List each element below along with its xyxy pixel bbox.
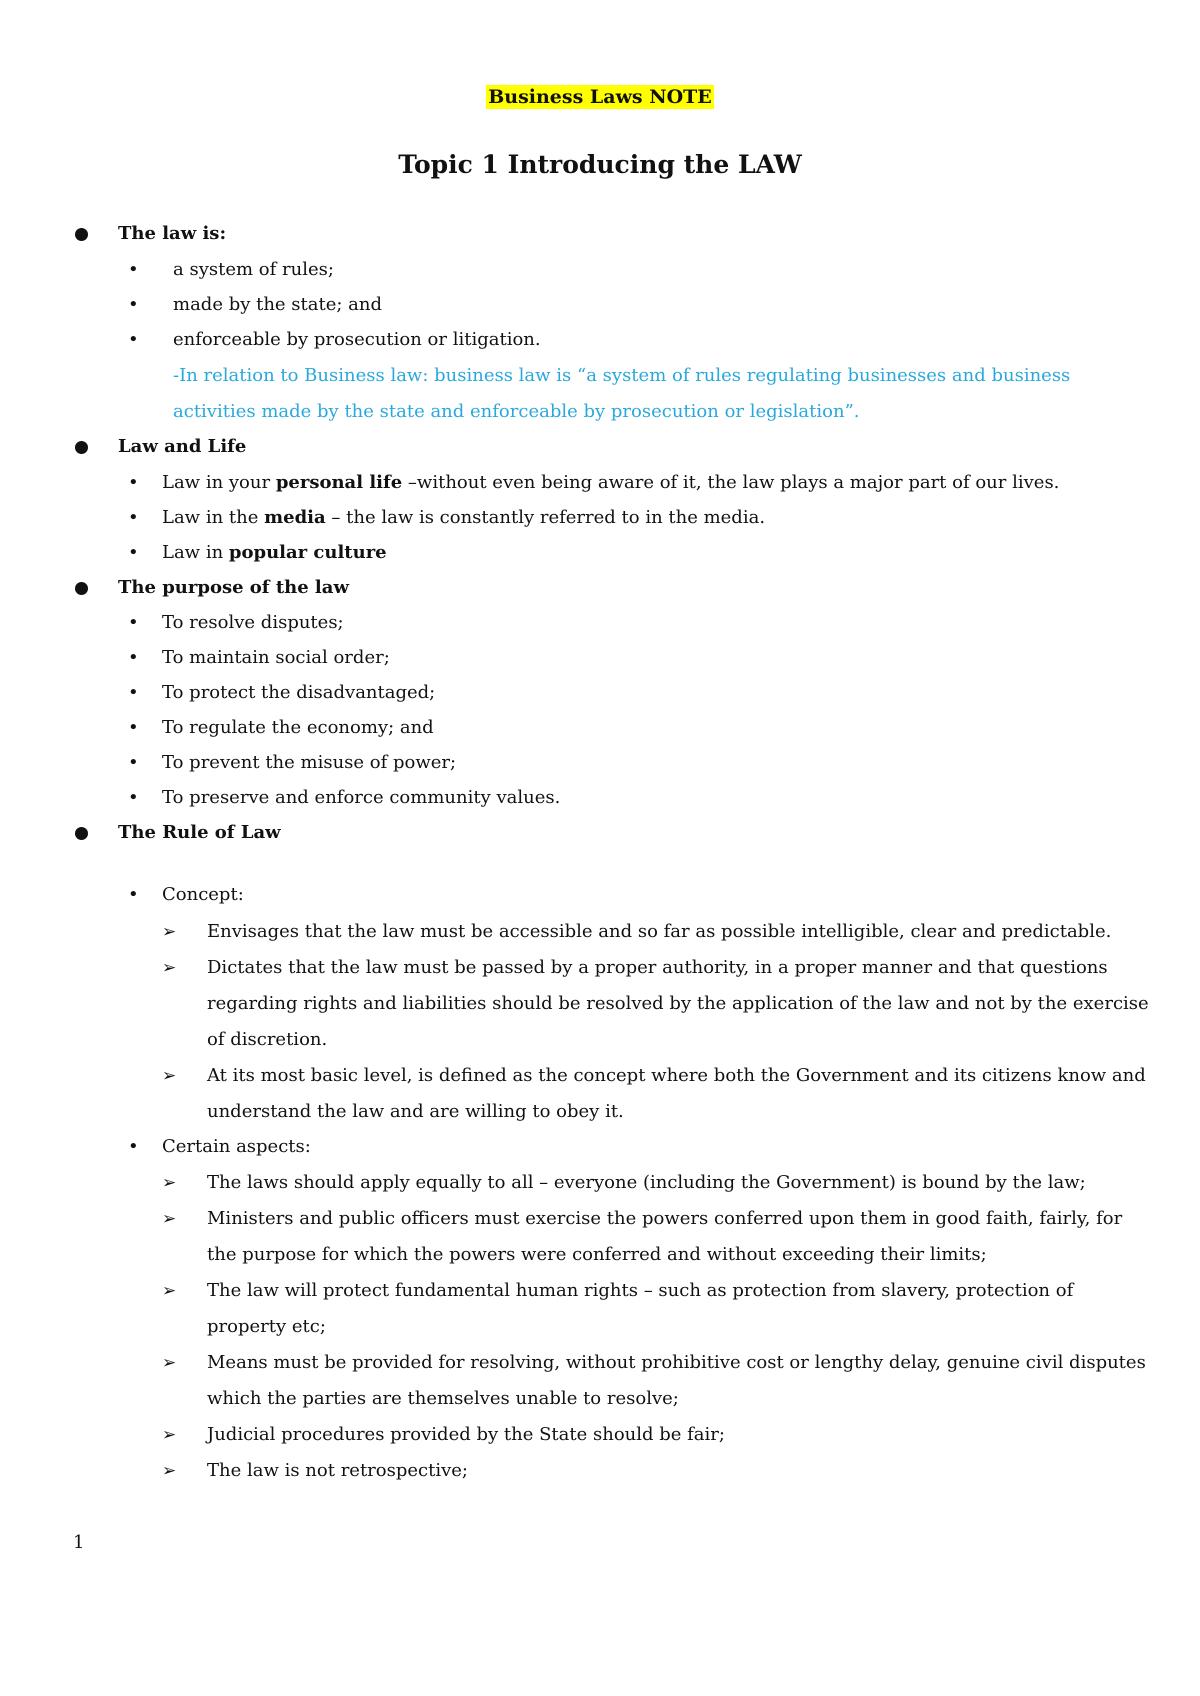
small-bullet-icon: • [128, 1136, 139, 1157]
purpose-item: To protect the disadvantaged; [162, 682, 436, 703]
section-bullet-icon [75, 441, 88, 454]
law-life-item: Law in popular culture [162, 542, 387, 563]
aspect-point-continued: the purpose for which the powers were conferred and without exceeding their limits; [207, 1244, 987, 1265]
small-bullet-icon: • [128, 752, 139, 773]
concept-point-continued: of discretion. [207, 1029, 328, 1050]
small-bullet-icon: • [128, 472, 139, 493]
aspect-point-continued: which the parties are themselves unable to resolve; [207, 1388, 679, 1409]
arrow-bullet-icon: ➢ [162, 922, 177, 942]
concept-point: At its most basic level, is defined as the concept where both the Government and its citizens know and [207, 1065, 1146, 1086]
small-bullet-icon: • [128, 294, 139, 315]
law-is-item: a system of rules; [173, 259, 334, 280]
arrow-bullet-icon: ➢ [162, 1281, 177, 1301]
aspect-point: The law is not retrospective; [207, 1460, 468, 1481]
note-title: Business Laws NOTE [488, 86, 712, 108]
law-life-item: Law in the media – the law is constantly referred to in the media. [162, 507, 766, 528]
purpose-item: To regulate the economy; and [162, 717, 434, 738]
section-heading-rule-of-law: The Rule of Law [118, 822, 281, 843]
aspect-point: Ministers and public officers must exercise the powers conferred upon them in good faith, fairly, for [207, 1208, 1123, 1229]
business-law-note: activities made by the state and enforceable by prosecution or legislation”. [173, 401, 860, 422]
section-heading-law-life: Law and Life [118, 436, 247, 457]
arrow-bullet-icon: ➢ [162, 1173, 177, 1193]
section-bullet-icon [75, 582, 88, 595]
arrow-bullet-icon: ➢ [162, 1353, 177, 1373]
section-bullet-icon [75, 827, 88, 840]
small-bullet-icon: • [128, 542, 139, 563]
purpose-item: To preserve and enforce community values. [162, 787, 561, 808]
section-bullet-icon [75, 228, 88, 241]
law-life-item: Law in your personal life –without even being aware of it, the law plays a major part of our lives. [162, 472, 1060, 493]
aspect-point: The law will protect fundamental human rights – such as protection from slavery, protection of [207, 1280, 1074, 1301]
section-heading-purpose: The purpose of the law [118, 577, 349, 598]
small-bullet-icon: • [128, 329, 139, 350]
concept-point: Dictates that the law must be passed by a proper authority, in a proper manner and that questions [207, 957, 1108, 978]
law-is-item: made by the state; and [173, 294, 383, 315]
small-bullet-icon: • [128, 612, 139, 633]
small-bullet-icon: • [128, 884, 139, 905]
concept-point-continued: understand the law and are willing to obey it. [207, 1101, 624, 1122]
business-law-note: -In relation to Business law: business law is “a system of rules regulating businesses and business [173, 365, 1071, 386]
arrow-bullet-icon: ➢ [162, 1066, 177, 1086]
aspect-point-continued: property etc; [207, 1316, 326, 1337]
arrow-bullet-icon: ➢ [162, 1461, 177, 1481]
concept-label: Concept: [162, 884, 244, 905]
small-bullet-icon: • [128, 787, 139, 808]
concept-point: Envisages that the law must be accessible and so far as possible intelligible, clear and predictable. [207, 921, 1112, 942]
page-number: 1 [73, 1532, 85, 1553]
small-bullet-icon: • [128, 647, 139, 668]
small-bullet-icon: • [128, 507, 139, 528]
small-bullet-icon: • [128, 682, 139, 703]
section-heading-law-is: The law is: [118, 223, 227, 244]
arrow-bullet-icon: ➢ [162, 1209, 177, 1229]
purpose-item: To prevent the misuse of power; [162, 752, 457, 773]
small-bullet-icon: • [128, 259, 139, 280]
small-bullet-icon: • [128, 717, 139, 738]
concept-point-continued: regarding rights and liabilities should be resolved by the application of the law and not by the exercise [207, 993, 1149, 1014]
aspect-point: Judicial procedures provided by the State should be fair; [207, 1424, 725, 1445]
arrow-bullet-icon: ➢ [162, 1425, 177, 1445]
law-is-item: enforceable by prosecution or litigation. [173, 329, 541, 350]
purpose-item: To resolve disputes; [162, 612, 344, 633]
arrow-bullet-icon: ➢ [162, 958, 177, 978]
purpose-item: To maintain social order; [162, 647, 390, 668]
aspects-label: Certain aspects: [162, 1136, 311, 1157]
topic-title: Topic 1 Introducing the LAW [398, 150, 802, 179]
aspect-point: Means must be provided for resolving, without prohibitive cost or lengthy delay, genuine civil disputes [207, 1352, 1146, 1373]
aspect-point: The laws should apply equally to all – everyone (including the Government) is bound by the law; [207, 1172, 1086, 1193]
